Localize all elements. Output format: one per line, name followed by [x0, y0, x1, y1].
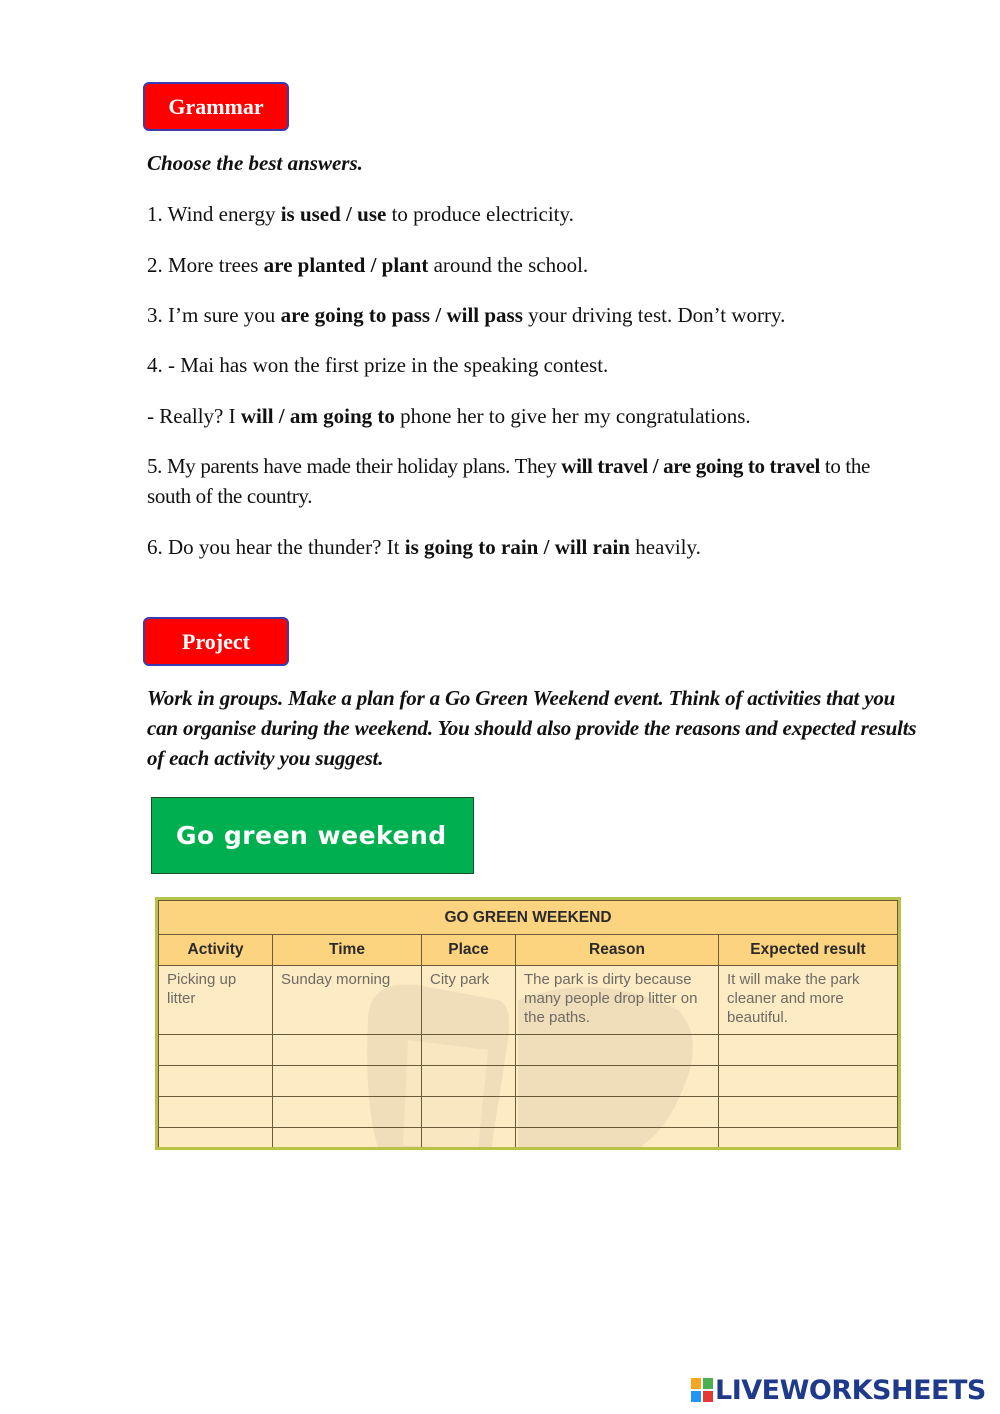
table-row: [159, 1035, 898, 1066]
table-cell[interactable]: [719, 1128, 898, 1151]
grammar-section-badge: Grammar: [143, 82, 289, 131]
banner-title: Go green weekend: [176, 821, 447, 850]
question-4-response: - Really? I will / am going to phone her to give her my congratulations.: [147, 404, 751, 428]
logo-text: LIVEWORKSHEETS: [715, 1374, 986, 1406]
question-3: 3. I’m sure you are going to pass / will pass your driving test. Don’t worry.: [147, 303, 786, 327]
table-cell: It will make the park cleaner and more beautiful.: [719, 966, 898, 1035]
answer-options[interactable]: will / am going to: [240, 404, 395, 428]
question-4-prompt: 4. - Mai has won the first prize in the speaking contest.: [147, 353, 609, 377]
table-cell[interactable]: [273, 1035, 422, 1066]
question-5: 5. My parents have made their holiday plans. They will travel / are going to travel to the south of the country.: [147, 454, 870, 508]
column-header-reason: Reason: [516, 935, 719, 966]
table-row: [159, 1128, 898, 1151]
project-instruction: Work in groups. Make a plan for a Go Green Weekend event. Think of activities that you can organise during the weekend. You should also provide the reasons and expected results of each activity you suggest.: [147, 686, 917, 770]
liveworksheets-logo[interactable]: [691, 1374, 986, 1406]
table-cell[interactable]: [719, 1097, 898, 1128]
table-cell[interactable]: [159, 1035, 273, 1066]
table-cell[interactable]: [273, 1128, 422, 1151]
table-cell[interactable]: [516, 1066, 719, 1097]
answer-options[interactable]: will travel / are going to travel: [561, 454, 820, 478]
table-cell: Picking up litter: [159, 966, 273, 1035]
answer-options[interactable]: are planted / plant: [263, 253, 429, 277]
column-header-activity: Activity: [159, 935, 273, 966]
column-header-time: Time: [273, 935, 422, 966]
table-cell[interactable]: [516, 1128, 719, 1151]
table-cell[interactable]: [719, 1035, 898, 1066]
table-cell[interactable]: [159, 1097, 273, 1128]
project-section-badge: Project: [143, 617, 289, 666]
table-cell[interactable]: [159, 1066, 273, 1097]
go-green-table: [155, 897, 901, 1150]
table-cell[interactable]: [159, 1128, 273, 1151]
table-cell: Sunday morning: [273, 966, 422, 1035]
liveworksheets-mark-icon: [691, 1378, 713, 1402]
answer-options[interactable]: is going to rain / will rain: [404, 535, 630, 559]
table-cell: City park: [422, 966, 516, 1035]
table-cell[interactable]: [422, 1128, 516, 1151]
table-row: [159, 1097, 898, 1128]
question-1: 1. Wind energy is used / use to produce electricity.: [147, 202, 574, 226]
grammar-instruction: Choose the best answers.: [147, 151, 363, 175]
table-cell[interactable]: [422, 1035, 516, 1066]
table-cell[interactable]: [719, 1066, 898, 1097]
table-cell: The park is dirty because many people drop litter on the paths.: [516, 966, 719, 1035]
table-row: [159, 966, 898, 1035]
table-cell[interactable]: [422, 1066, 516, 1097]
table-title: GO GREEN WEEKEND: [159, 901, 898, 935]
question-6: 6. Do you hear the thunder? It is going to rain / will rain heavily.: [147, 535, 701, 559]
table-cell[interactable]: [516, 1097, 719, 1128]
table-row: [159, 1066, 898, 1097]
table-cell[interactable]: [422, 1097, 516, 1128]
answer-options[interactable]: is used / use: [280, 202, 387, 226]
question-2: 2. More trees are planted / plant around the school.: [147, 253, 589, 277]
column-header-place: Place: [422, 935, 516, 966]
table-cell[interactable]: [273, 1097, 422, 1128]
column-header-expected-result: Expected result: [719, 935, 898, 966]
go-green-banner: [151, 797, 474, 874]
answer-options[interactable]: are going to pass / will pass: [280, 303, 523, 327]
table-cell[interactable]: [273, 1066, 422, 1097]
table-cell[interactable]: [516, 1035, 719, 1066]
